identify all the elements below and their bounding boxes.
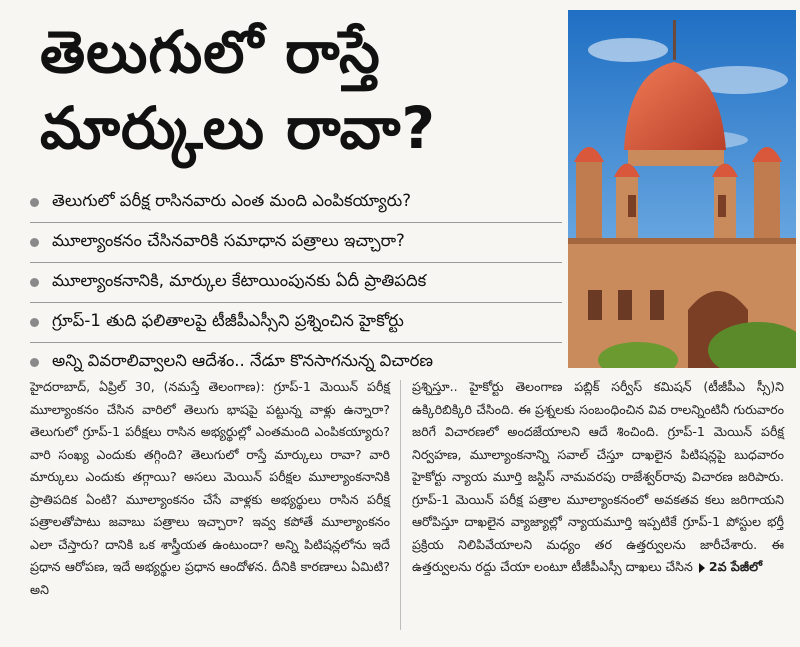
high-court-building-image [568, 10, 796, 368]
highlight-item [30, 223, 562, 263]
highlight-item [30, 303, 562, 343]
bullet-dot-icon [30, 198, 39, 207]
continued-on-page [699, 556, 762, 579]
column-divider [400, 380, 401, 630]
headline-line-2: మార్కులు రావా? [40, 94, 437, 162]
bullet-dot-icon [30, 278, 39, 287]
highlight-item [30, 263, 562, 303]
arrow-right-icon [699, 563, 705, 573]
bullet-dot-icon [30, 238, 39, 247]
highlight-text: మూల్యాంకనానికి, మార్కుల కేటాయింపునకు ఏదీ ప్రాతిపదిక [52, 271, 427, 290]
highlight-item [30, 183, 562, 223]
headline-line-1: తెలుగులో రాస్తే [40, 18, 381, 86]
continued-label: 2వ పేజీలో [708, 559, 763, 574]
article-text-right-body: ప్రశ్నిస్తూ.. హైకోర్టు తెలంగాణ పబ్లిక్ సర్వీస్ కమిషన్ (టీజీపీఎ స్సీ)ని ఉక్కిరిబిక్కిరి చేసింది. ఈ ప్రశ్నలకు సంబంధించిన వివ రాలన్నింటినీ గురువారం జరిగే విచారణలో అందజేయాలని ఆదే శించింది. గ్రూప్-1 మెయిన్ పరీక్ష నిర్వహణ, మూల్యాంకనాన్ని సవాల్ చేస్తూ దాఖలైన పిటిషన్లపై బుధవారం హైకోర్టు న్యాయ మూర్తి జస్టిస్ నామవరపు రాజేశ్వర్‌రావు విచారణ జరిపారు. గ్రూప్-1 మెయిన్ పరీక్ష పత్రాల మూల్యాంకనంలో అవకతవ కలు జరిగాయని ఆరోపిస్తూ దాఖలైన వ్యాజ్యాల్లో న్యాయమూర్తి ఇప్పటికే గ్రూప్-1 పోస్టుల భర్తీ ప్రక్రియ నిలిపివేయాలని మధ్యం తర ఉత్తర్వులను జారీచేశారు. ఈ ఉత్తర్వులను రద్దు చేయా లంటూ టీజీపీఎస్సీ దాఖలు చేసిన [412, 379, 784, 574]
highlight-text: అన్ని వివరాలివ్వాలని ఆదేశం.. నేడూ కొనసాగనున్న విచారణ [52, 351, 434, 370]
bullet-dot-icon [30, 318, 39, 327]
article-text-left: హైదరాబాద్, ఏప్రిల్ 30, (నమస్తే తెలంగాణ): గ్రూప్-1 మెయిన్ పరీక్ష మూల్యాంకనం చేసిన వారిలో తెలుగు భాషపై పట్టున్న వాళ్లు ఉన్నారా? తెలుగులో గ్రూప్-1 పరీక్షలు రాసిన అభ్యర్థుల్లో ఎంతమంది ఎంపికయ్యారు? వారి సంఖ్య ఎందుకు తగ్గింది? తెలుగులో రాస్తే మార్కులు రావా? వారి మార్కులు ఎందుకు తగ్గాయి? అసలు మెయిన్ పరీక్షల మూల్యాంకనానికి ప్రాతిపదిక ఏంటి? మూల్యాంకనం చేసే వాళ్లకు అభ్యర్థులు రాసిన పరీక్ష పత్రాలతోపాటు జవాబు పత్రాలు ఇచ్చారా? ఇవ్వ కపోతే మూల్యాంకనం ఎలా చేస్తారు? దానికి ఒక శాస్త్రీయత ఉంటుందా? అన్ని పిటిషన్లలోను ఇదే ప్రధాన ఆరోపణ, ఇదే అభ్యర్థుల ప్రధాన ఆందోళన. దీనికి కారణాలు ఏమిటి? అని [30, 379, 390, 597]
article-column-right [412, 376, 784, 579]
highlight-text: తెలుగులో పరీక్ష రాసినవారు ఎంత మంది ఎంపికయ్యారు? [52, 191, 411, 210]
article-column-left [30, 376, 390, 601]
article-text-right [412, 376, 784, 579]
highlights-list [30, 183, 570, 383]
high-court-photo [568, 10, 796, 368]
highlight-text: గ్రూప్-1 తుది ఫలితాలపై టీజీపీఎస్సీని ప్రశ్నించిన హైకోర్టు [52, 311, 404, 330]
highlight-text: మూల్యాంకనం చేసినవారికి సమాధాన పత్రాలు ఇచ్చారా? [52, 231, 405, 250]
bullet-dot-icon [30, 358, 39, 367]
headline [40, 14, 560, 166]
